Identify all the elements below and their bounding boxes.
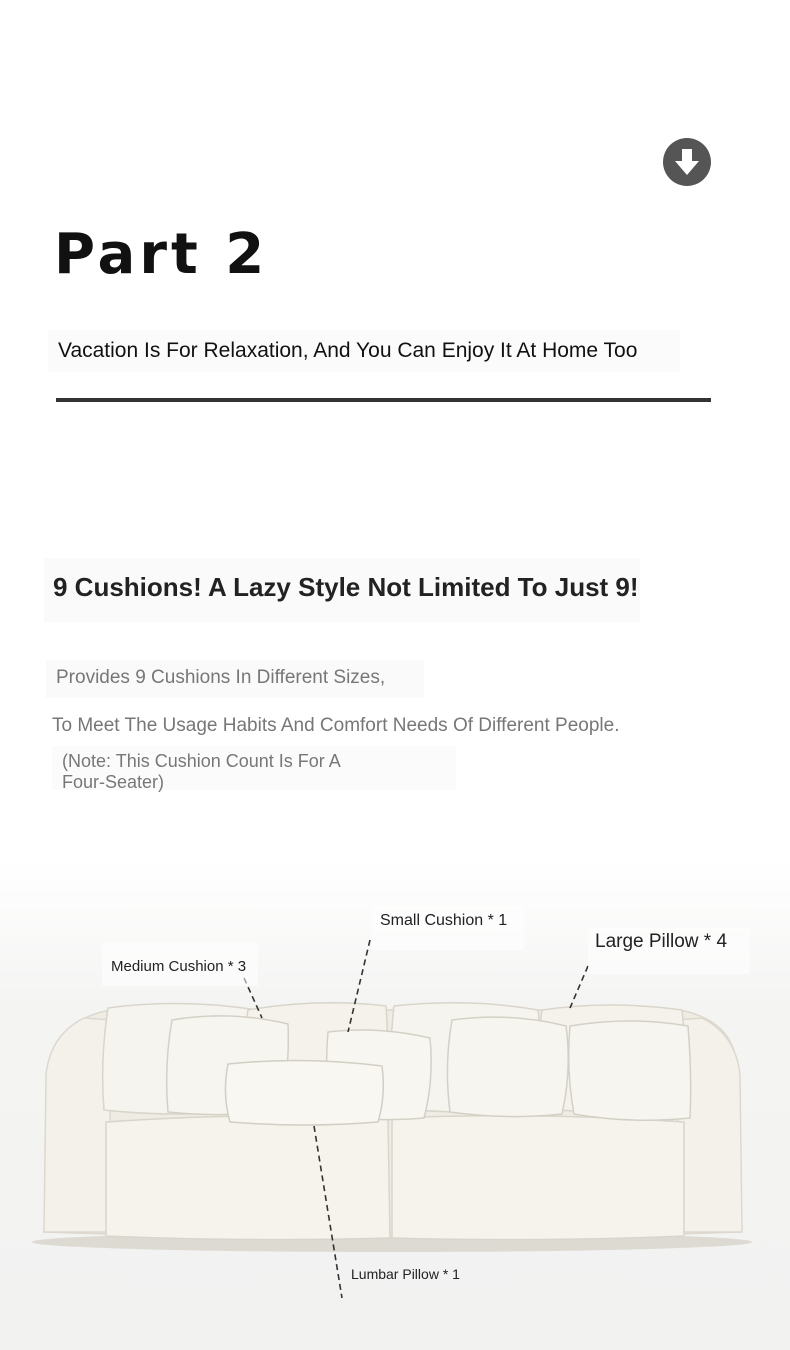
section-headline: 9 Cushions! A Lazy Style Not Limited To Just 9! xyxy=(53,572,639,602)
label-lumbar-pillow: Lumbar Pillow * 1 xyxy=(351,1266,460,1282)
seat-cushion-right xyxy=(392,1116,684,1240)
subtitle: Vacation Is For Relaxation, And You Can Enjoy It At Home Too xyxy=(58,339,638,362)
arrow-down-circle-icon xyxy=(674,147,700,177)
description-line-2: To Meet The Usage Habits And Comfort Needs Of Different People. xyxy=(52,715,620,736)
sofa-left-arm xyxy=(44,1018,112,1232)
download-button[interactable] xyxy=(663,138,711,186)
lumbar-pillow xyxy=(225,1060,383,1125)
leader-line-large xyxy=(570,966,588,1008)
label-large-pillow: Large Pillow * 4 xyxy=(595,931,728,952)
divider xyxy=(56,398,711,402)
cushion-count-note: (Note: This Cushion Count Is For A Four-Seater) xyxy=(62,751,340,792)
medium-cushion-3 xyxy=(569,1021,691,1120)
medium-cushion-2 xyxy=(447,1017,568,1116)
label-small-cushion: Small Cushion * 1 xyxy=(380,912,508,929)
description-line-1: Provides 9 Cushions In Different Sizes, xyxy=(56,667,386,688)
page-title: Part 2 xyxy=(54,222,269,287)
seat-cushion-left xyxy=(106,1116,390,1240)
label-medium-cushion: Medium Cushion * 3 xyxy=(111,958,247,975)
